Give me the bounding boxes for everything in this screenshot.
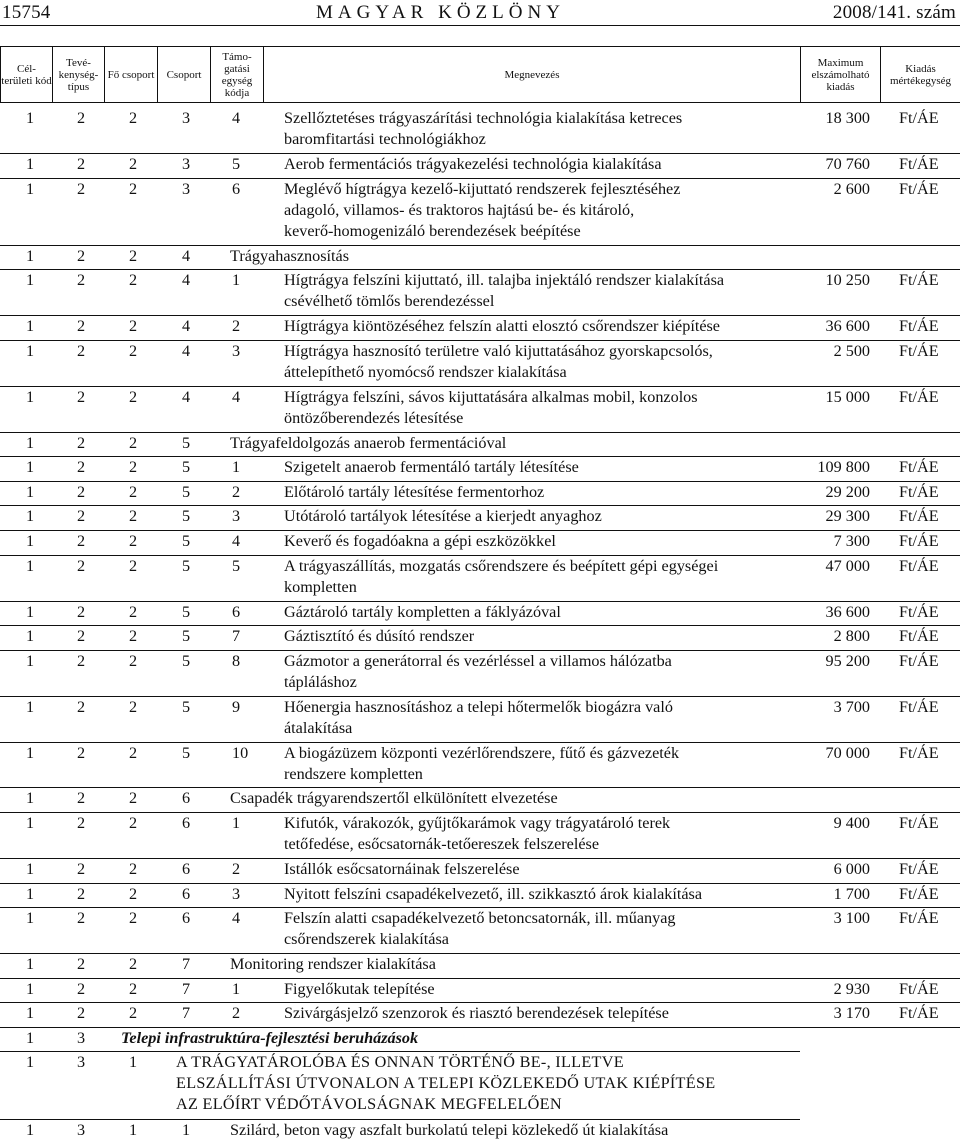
col-header-group: Csoport (158, 47, 211, 103)
code-cell-2: 2 (77, 908, 85, 929)
unit-value: Ft/ÁE (899, 316, 939, 337)
unit-value: Ft/ÁE (899, 979, 939, 1000)
code-cell-2: 2 (77, 154, 85, 175)
code-cell-1: 1 (26, 270, 34, 291)
table-row (0, 979, 960, 1004)
code-cell-3: 2 (129, 908, 137, 929)
code-cell-3: 2 (129, 743, 137, 764)
unit-value: Ft/ÁE (899, 813, 939, 834)
table-row (0, 743, 960, 789)
table-row (0, 1028, 960, 1053)
code-cell-3: 2 (129, 154, 137, 175)
code-cell-1: 1 (26, 743, 34, 764)
masthead: MAGYAR KÖZLÖNY (316, 2, 565, 24)
code-cell-4: 3 (182, 179, 190, 200)
code-cell-4: 6 (182, 859, 190, 880)
code-cell-1: 1 (26, 1028, 34, 1049)
max-cost-value: 47 000 (825, 556, 870, 577)
item-name: Gáztároló tartály kompletten a fáklyázóval (284, 602, 561, 623)
item-name: Szilárd, beton vagy aszfalt burkolatú telepi közlekedő út kialakítása (230, 1120, 668, 1141)
code-cell-5: 9 (232, 697, 240, 718)
max-cost-value: 7 300 (834, 531, 870, 552)
code-cell-1: 1 (26, 179, 34, 200)
item-name: Előtároló tartály létesítése fermentorhoz (284, 482, 544, 503)
code-cell-4: 5 (182, 743, 190, 764)
max-cost-value: 6 000 (834, 859, 870, 880)
item-name: Aerob fermentációs trágyakezelési technológia kialakítása (284, 154, 662, 175)
code-cell-4: 6 (182, 813, 190, 834)
code-cell-2: 2 (77, 979, 85, 1000)
code-cell-4: 5 (182, 602, 190, 623)
unit-value: Ft/ÁE (899, 341, 939, 362)
code-cell-1: 1 (26, 884, 34, 905)
code-cell-3: 2 (129, 626, 137, 647)
code-cell-5: 6 (232, 179, 240, 200)
code-cell-5: 5 (232, 154, 240, 175)
item-name: Szellőztetéses trágyaszárítási technológia kialakítása ketreces baromfitartási technológiákhoz (284, 108, 682, 150)
code-cell-5: 3 (232, 884, 240, 905)
table-row (0, 482, 960, 507)
unit-value: Ft/ÁE (899, 506, 939, 527)
code-cell-1: 1 (26, 602, 34, 623)
max-cost-value: 29 200 (825, 482, 870, 503)
code-cell-1: 1 (26, 341, 34, 362)
code-cell-1: 1 (26, 556, 34, 577)
table-row (0, 108, 960, 154)
item-name: Hígtrágya hasznosító területre való kijuttatásához gyorskapcsolós, áttelepíthető nyomócső rendszer kialakítása (284, 341, 713, 383)
item-name: A trágyaszállítás, mozgatás csőrendszere és beépített gépi egységei kompletten (284, 556, 718, 598)
code-cell-5: 1 (232, 979, 240, 1000)
item-name: Trágyahasznosítás (230, 246, 349, 267)
code-cell-1: 1 (26, 697, 34, 718)
unit-value: Ft/ÁE (899, 179, 939, 200)
table-row (0, 788, 960, 813)
code-cell-5: 4 (232, 387, 240, 408)
max-cost-value: 2 800 (834, 626, 870, 647)
code-cell-5: 3 (232, 506, 240, 527)
code-cell-2: 2 (77, 813, 85, 834)
code-cell-1: 1 (26, 626, 34, 647)
table-row (0, 506, 960, 531)
code-cell-3: 2 (129, 108, 137, 129)
code-cell-2: 2 (77, 954, 85, 975)
code-cell-4: 4 (182, 387, 190, 408)
code-cell-2: 2 (77, 531, 85, 552)
unit-value: Ft/ÁE (899, 457, 939, 478)
unit-value: Ft/ÁE (899, 482, 939, 503)
code-cell-5: 8 (232, 651, 240, 672)
unit-value: Ft/ÁE (899, 884, 939, 905)
code-cell-1: 1 (26, 1003, 34, 1024)
max-cost-value: 2 600 (834, 179, 870, 200)
table-row (0, 651, 960, 697)
code-cell-4: 4 (182, 341, 190, 362)
code-cell-1: 1 (26, 859, 34, 880)
code-cell-3: 2 (129, 1003, 137, 1024)
code-cell-2: 2 (77, 506, 85, 527)
item-name: Figyelőkutak telepítése (284, 979, 435, 1000)
code-cell-5: 1 (232, 270, 240, 291)
code-cell-3: 2 (129, 788, 137, 809)
code-cell-3: 2 (129, 457, 137, 478)
max-cost-value: 15 000 (825, 387, 870, 408)
column-header-table (0, 46, 960, 103)
item-name: Felszín alatti csapadékelvezető betoncsatornák, ill. műanyag csőrendszerek kialakítása (284, 908, 676, 950)
col-header-unit: Kiadás mértékegység (881, 47, 960, 103)
item-name: Hígtrágya felszíni, sávos kijuttatására alkalmas mobil, konzolos öntözőberendezés létesítése (284, 387, 698, 429)
code-cell-5: 6 (232, 602, 240, 623)
code-cell-1: 1 (26, 154, 34, 175)
code-cell-1: 1 (26, 954, 34, 975)
code-cell-5: 3 (232, 341, 240, 362)
table-row (0, 626, 960, 651)
code-cell-1: 1 (26, 506, 34, 527)
code-cell-3: 2 (129, 482, 137, 503)
unit-value: Ft/ÁE (899, 1003, 939, 1024)
item-name: Gázmotor a generátorral és vezérléssel a villamos hálózatba tápláláshoz (284, 651, 672, 693)
max-cost-value: 109 800 (817, 457, 870, 478)
table-row (0, 1052, 960, 1119)
code-cell-3: 2 (129, 697, 137, 718)
code-cell-2: 2 (77, 246, 85, 267)
max-cost-value: 1 700 (834, 884, 870, 905)
code-cell-4: 6 (182, 788, 190, 809)
unit-value: Ft/ÁE (899, 387, 939, 408)
unit-value: Ft/ÁE (899, 651, 939, 672)
item-name: Hőenergia hasznosításhoz a telepi hőtermelők biogázra való átalakítása (284, 697, 673, 739)
code-cell-4: 5 (182, 433, 190, 454)
page-number: 15754 (2, 2, 51, 24)
code-cell-2: 3 (77, 1120, 85, 1141)
max-cost-value: 10 250 (825, 270, 870, 291)
code-cell-2: 2 (77, 556, 85, 577)
table-row (0, 387, 960, 433)
table-row (0, 316, 960, 341)
code-cell-3: 2 (129, 179, 137, 200)
code-cell-5: 2 (232, 1003, 240, 1024)
code-cell-1: 1 (26, 316, 34, 337)
code-cell-5: 10 (232, 743, 248, 764)
code-cell-3: 2 (129, 556, 137, 577)
code-cell-2: 2 (77, 482, 85, 503)
code-cell-3: 2 (129, 506, 137, 527)
code-cell-4: 4 (182, 316, 190, 337)
header-rule (0, 25, 960, 26)
table-row (0, 908, 960, 954)
code-cell-2: 2 (77, 1003, 85, 1024)
item-name: Keverő és fogadóakna a gépi eszközökkel (284, 531, 556, 552)
code-cell-3: 2 (129, 246, 137, 267)
code-cell-3: 2 (129, 316, 137, 337)
code-cell-4: 6 (182, 908, 190, 929)
code-cell-3: 2 (129, 884, 137, 905)
code-cell-4: 5 (182, 697, 190, 718)
code-cell-1: 1 (26, 908, 34, 929)
code-cell-2: 2 (77, 743, 85, 764)
code-cell-4: 4 (182, 246, 190, 267)
table-row (0, 457, 960, 482)
code-cell-4: 5 (182, 506, 190, 527)
code-cell-2: 2 (77, 602, 85, 623)
item-name: Csapadék trágyarendszertől elkülönített elvezetése (230, 788, 558, 809)
code-cell-4: 5 (182, 556, 190, 577)
code-cell-1: 1 (26, 433, 34, 454)
code-cell-5: 2 (232, 316, 240, 337)
item-name: Meglévő hígtrágya kezelő-kijuttató rendszerek fejlesztéséhez adagoló, villamos- és traktoros hajtású be- és kitároló, keverő-homogenizáló berendezések beépítése (284, 179, 680, 242)
code-cell-2: 2 (77, 651, 85, 672)
code-cell-3: 2 (129, 602, 137, 623)
code-cell-1: 1 (26, 813, 34, 834)
code-cell-2: 3 (77, 1052, 85, 1073)
max-cost-value: 29 300 (825, 506, 870, 527)
code-cell-3: 2 (129, 433, 137, 454)
code-cell-3: 1 (129, 1052, 137, 1073)
item-name: Nyitott felszíni csapadékelvezető, ill. szikkasztó árok kialakítása (284, 884, 702, 905)
unit-value: Ft/ÁE (899, 626, 939, 647)
issue-number: 2008/141. szám (833, 2, 956, 24)
table-row (0, 556, 960, 602)
code-cell-5: 5 (232, 556, 240, 577)
code-cell-2: 2 (77, 457, 85, 478)
item-name: A TRÁGYATÁROLÓBA ÉS ONNAN TÖRTÉNŐ BE-, ILLETVE ELSZÁLLÍTÁSI ÚTVONALON A TELEPI KÖZLEKEDŐ UTAK KIÉPÍTÉSE AZ ELŐÍRT VÉDŐTÁVOLSÁGNAK MEGFELELŐEN (176, 1052, 715, 1115)
item-name: Trágyafeldolgozás anaerob fermentációval (230, 433, 506, 454)
table-row (0, 602, 960, 627)
code-cell-1: 1 (26, 651, 34, 672)
max-cost-value: 70 760 (825, 154, 870, 175)
code-cell-1: 1 (26, 387, 34, 408)
code-cell-4: 3 (182, 154, 190, 175)
max-cost-value: 3 100 (834, 908, 870, 929)
unit-value: Ft/ÁE (899, 108, 939, 129)
col-header-target-area: Cél- területi kód (1, 47, 53, 103)
table-row (0, 154, 960, 179)
code-cell-1: 1 (26, 531, 34, 552)
item-name: Szigetelt anaerob fermentáló tartály létesítése (284, 457, 579, 478)
item-name: Hígtrágya felszíni kijuttató, ill. talajba injektáló rendszer kialakítása csévélhető tömlős berendezéssel (284, 270, 724, 312)
code-cell-2: 2 (77, 270, 85, 291)
code-cell-2: 2 (77, 179, 85, 200)
code-cell-5: 4 (232, 531, 240, 552)
code-cell-1: 1 (26, 457, 34, 478)
table-row (0, 1003, 960, 1028)
item-name: Szivárgásjelző szenzorok és riasztó berendezések telepítése (284, 1003, 669, 1024)
table-row (0, 813, 960, 859)
code-cell-2: 2 (77, 697, 85, 718)
item-name: Gáztisztító és dúsító rendszer (284, 626, 474, 647)
code-cell-5: 2 (232, 482, 240, 503)
max-cost-value: 2 500 (834, 341, 870, 362)
code-cell-3: 2 (129, 531, 137, 552)
item-name: Monitoring rendszer kialakítása (230, 954, 436, 975)
code-cell-2: 2 (77, 788, 85, 809)
code-cell-2: 2 (77, 387, 85, 408)
code-cell-1: 1 (26, 1120, 34, 1141)
code-cell-5: 1 (232, 457, 240, 478)
code-cell-3: 1 (129, 1120, 137, 1141)
code-cell-3: 2 (129, 813, 137, 834)
table-row (0, 531, 960, 556)
code-cell-2: 2 (77, 108, 85, 129)
table-row (0, 179, 960, 246)
code-cell-1: 1 (26, 482, 34, 503)
table-row (0, 270, 960, 316)
unit-value: Ft/ÁE (899, 556, 939, 577)
table-row (0, 1120, 960, 1144)
table-row (0, 341, 960, 387)
code-cell-4: 5 (182, 457, 190, 478)
col-header-activity-type: Tevé- kenység- típus (53, 47, 105, 103)
code-cell-4: 7 (182, 979, 190, 1000)
table-row (0, 954, 960, 979)
table-row (0, 884, 960, 909)
code-cell-3: 2 (129, 954, 137, 975)
code-cell-4: 7 (182, 1003, 190, 1024)
code-cell-4: 5 (182, 482, 190, 503)
code-cell-2: 2 (77, 341, 85, 362)
unit-value: Ft/ÁE (899, 602, 939, 623)
code-cell-3: 2 (129, 979, 137, 1000)
code-cell-1: 1 (26, 108, 34, 129)
code-cell-5: 4 (232, 908, 240, 929)
code-cell-5: 1 (232, 813, 240, 834)
table-row (0, 697, 960, 743)
page-header (0, 0, 960, 26)
code-cell-3: 2 (129, 859, 137, 880)
col-header-main-group: Fő csoport (105, 47, 158, 103)
item-name: Hígtrágya kiöntözéséhez felszín alatti elosztó csőrendszer kiépítése (284, 316, 720, 337)
code-cell-2: 2 (77, 316, 85, 337)
code-cell-2: 2 (77, 433, 85, 454)
max-cost-value: 95 200 (825, 651, 870, 672)
col-header-max-cost: Maximum elszámolható kiadás (801, 47, 881, 103)
table-row (0, 433, 960, 458)
code-cell-5: 4 (232, 108, 240, 129)
code-cell-1: 1 (26, 1052, 34, 1073)
max-cost-value: 18 300 (825, 108, 870, 129)
code-cell-2: 2 (77, 884, 85, 905)
max-cost-value: 9 400 (834, 813, 870, 834)
max-cost-value: 3 700 (834, 697, 870, 718)
code-cell-4: 3 (182, 108, 190, 129)
code-cell-3: 2 (129, 341, 137, 362)
unit-value: Ft/ÁE (899, 908, 939, 929)
item-name: A biogázüzem központi vezérlőrendszere, fűtő és gázvezeték rendszere kompletten (284, 743, 679, 785)
code-cell-4: 4 (182, 270, 190, 291)
code-cell-4: 5 (182, 626, 190, 647)
code-cell-3: 2 (129, 270, 137, 291)
max-cost-value: 36 600 (825, 602, 870, 623)
max-cost-value: 3 170 (834, 1003, 870, 1024)
item-name: Telepi infrastruktúra-fejlesztési beruházások (121, 1028, 418, 1049)
code-cell-3: 2 (129, 387, 137, 408)
unit-value: Ft/ÁE (899, 697, 939, 718)
item-name: Utótároló tartályok létesítése a kierjedt anyaghoz (284, 506, 602, 527)
unit-value: Ft/ÁE (899, 743, 939, 764)
code-cell-4: 5 (182, 651, 190, 672)
col-header-support-unit: Támo- gatási egység kódja (211, 47, 264, 103)
code-cell-2: 2 (77, 859, 85, 880)
code-cell-4: 1 (182, 1120, 190, 1141)
code-cell-1: 1 (26, 788, 34, 809)
code-cell-4: 6 (182, 884, 190, 905)
unit-value: Ft/ÁE (899, 270, 939, 291)
code-cell-5: 2 (232, 859, 240, 880)
table-row (0, 246, 960, 271)
code-cell-2: 3 (77, 1028, 85, 1049)
col-header-name: Megnevezés (264, 47, 801, 103)
unit-value: Ft/ÁE (899, 531, 939, 552)
item-name: Istállók esőcsatornáinak felszerelése (284, 859, 520, 880)
max-cost-value: 2 930 (834, 979, 870, 1000)
code-cell-4: 5 (182, 531, 190, 552)
unit-value: Ft/ÁE (899, 154, 939, 175)
max-cost-value: 36 600 (825, 316, 870, 337)
code-cell-4: 7 (182, 954, 190, 975)
code-cell-5: 7 (232, 626, 240, 647)
code-cell-3: 2 (129, 651, 137, 672)
code-cell-1: 1 (26, 979, 34, 1000)
unit-value: Ft/ÁE (899, 859, 939, 880)
item-name: Kifutók, várakozók, gyűjtőkarámok vagy trágyatároló terek tetőfedése, esőcsatornák-tetőereszek felszerelése (284, 813, 670, 855)
code-cell-1: 1 (26, 246, 34, 267)
table-row (0, 859, 960, 884)
max-cost-value: 70 000 (825, 743, 870, 764)
code-cell-2: 2 (77, 626, 85, 647)
